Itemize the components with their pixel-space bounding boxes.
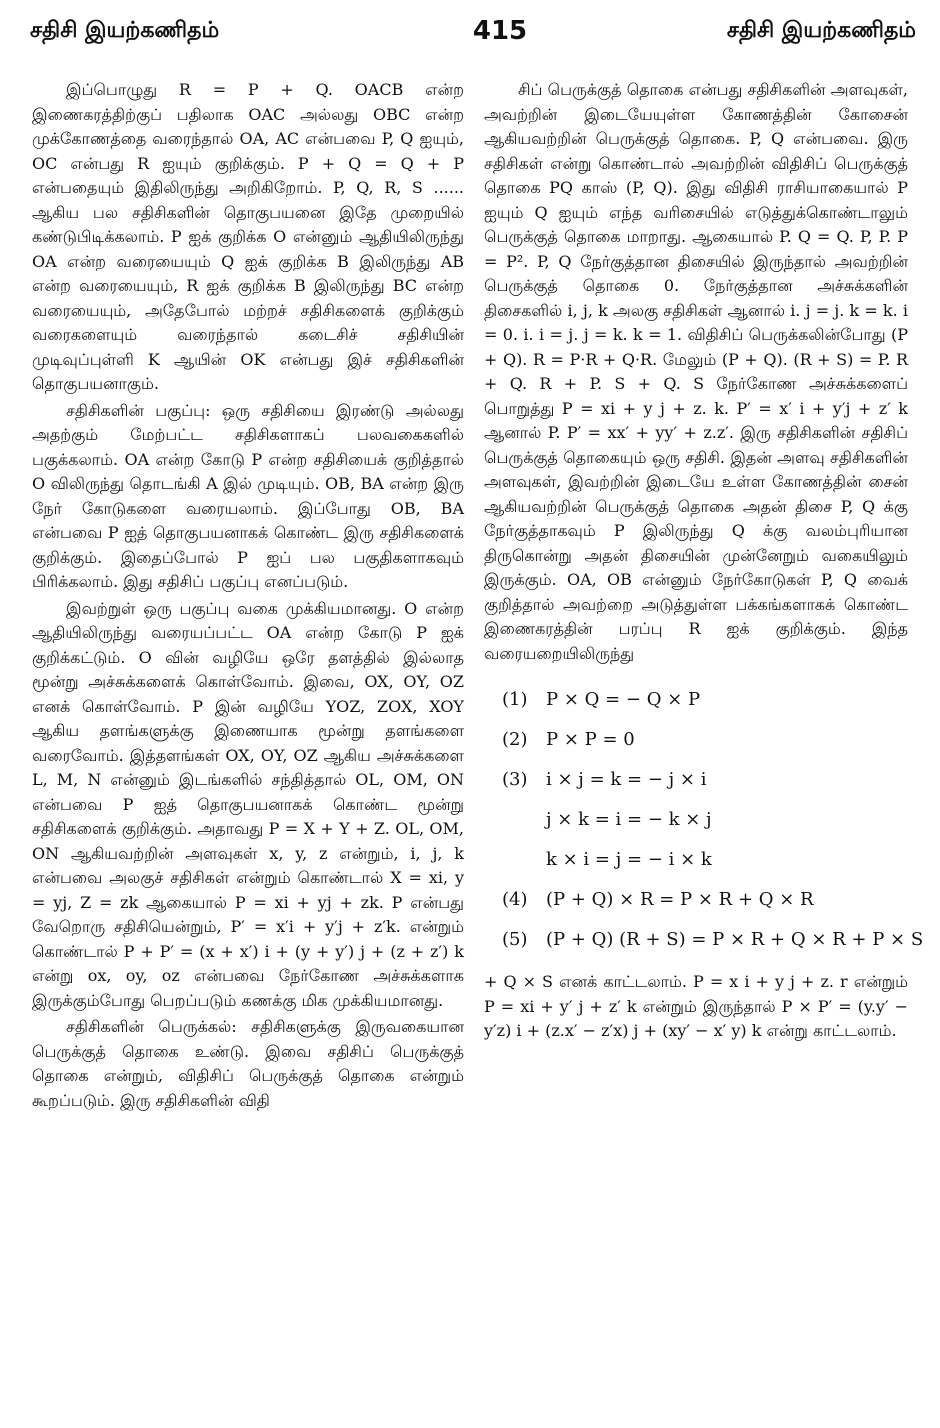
formula-number: (3) xyxy=(502,769,528,790)
formula-row xyxy=(502,720,908,760)
formula-list xyxy=(502,680,924,960)
left-column xyxy=(32,78,464,1115)
formula-text: (P + Q) × R = P × R + Q × R xyxy=(546,889,814,910)
formula-number: (4) xyxy=(502,889,528,910)
formula-row xyxy=(502,680,908,720)
formula-text: j × k = i = − k × j xyxy=(546,809,712,830)
formula-text: i × j = k = − j × i xyxy=(546,769,707,790)
paragraph: + Q × S எனக் காட்டலாம். P = x i + y j + z. r என்றும் P = xi + y′ j + z′ k என்றும் இருந்தால் P × P′ = (y.y′ − y′z) i + (z.x′ − z′x) j + (xy′ − x′ y) k என்று காட்டலாம். xyxy=(484,972,908,1040)
formula-row xyxy=(502,920,924,960)
formula-text: P × P = 0 xyxy=(546,729,635,750)
formula-row xyxy=(502,840,908,880)
formula-row xyxy=(502,760,908,800)
paragraph: இப்பொழுது R = P + Q. OACB என்ற இணைகரத்திற்குப் பதிலாக OAC அல்லது OBC என்ற முக்கோணத்தை வரைந்தால் OA, AC என்பவை P, Q ஐயும், OC என்பது R ஐயும் குறிக்கும். P + Q = Q + P என்பதையும் இதிலிருந்து அறிகிறோம். P, Q, R, S ...... ஆகிய பல சதிசிகளின் தொகுபயனை இதே முறையில் கண்டுபிடிக்கலாம். P ஐக் குறிக்க O என்னும் ஆதியிலிருந்து OA என்ற வரையையும் Q ஐக் குறிக்க B இலிருந்து AB என்ற வரையையும், R ஐக் குறிக்க B இலிருந்து BC என்ற வரையையும், அதேபோல் மற்றச் சதிசிகளைக் குறிக்கும் வரைகளையும் வரைந்தால் கடைசிச் சதிசியின் முடிவுப்புள்ளி K ஆயின் OK என்பது இச் சதிசிகளின் தொகுபயனாகும். xyxy=(32,80,464,393)
header-right-title: சதிசி இயற்கணிதம் xyxy=(726,18,916,43)
paragraph: சிப் பெருக்குத் தொகை என்பது சதிசிகளின் அளவுகள், அவற்றின் இடையேயுள்ள கோணத்தின் கோசைன் ஆகியவற்றின் பெருக்குத் தொகை. P, Q என்பவை. இரு சதிசிகள் என்று கொண்டால் அவற்றின் விதிசிப் பெருக்குத் தொகை PQ காஸ் (P, Q). இது விதிசி ராசியாகையால் P ஐயும் Q ஐயும் எந்த வரிசையில் எடுத்துக்கொண்டாலும் பெருக்குத் தொகை மாறாது. ஆகையால் P. Q = Q. P, P. P = P². P, Q நேர்குத்தான திசையில் இருந்தால் அவற்றின் பெருக்குத் தொகை 0. நேர்குத்தான அச்சுக்களின் திசைகளில் i, j, k அலகு சதிசிகள் ஆனால் i. j = j. k = k. i = 0. i. i = j. j = k. k = 1. விதிசிப் பெருக்கலின்போது (P + Q). R = P·R + Q·R. மேலும் (P + Q). (R + S) = P. R + Q. R + P. S + Q. S நேர்கோண அச்சுக்களைப் பொறுத்து P = xi + y j + z. k. P′ = x′ i + y′j + z′ k ஆனால் P. P′ = xx′ + yy′ + z.z′. இரு சதிசிகளின் சதிசிப் பெருக்குத் தொகையும் ஒரு சதிசி. இதன் அளவு சதிசிகளின் அளவுகள், இவற்றின் இடையே உள்ள கோணத்தின் சைன் ஆகியவற்றின் பெருக்குத் தொகை அதன் திசை P, Q க்கு நேர்குத்தாகவும் P இலிருந்து Q க்கு வலம்புரியான திருகொன்று அதன் திசையின் முன்னேறும் வகையிலும் இருக்கும். OA, OB என்னும் நேர்கோடுகள் P, Q வைக் குறித்தால் அவற்றை அடுத்துள்ள பக்கங்களாகக் கொண்ட இணைகரத்தின் பரப்பு R ஐக் குறிக்கும். இந்த வரையறையிலிருந்து xyxy=(484,80,908,663)
formula-number: (1) xyxy=(502,689,528,710)
page-number: 415 xyxy=(472,16,528,46)
formula-number: (5) xyxy=(502,929,528,950)
formula-text: k × i = j = − i × k xyxy=(546,849,712,870)
formula-text: P × Q = − Q × P xyxy=(546,689,701,710)
paragraph: சதிசிகளின் பகுப்பு: ஒரு சதிசியை இரண்டு அல்லது அதற்கும் மேற்பட்ட சதிசிகளாகப் பலவகைகளில் பகுக்கலாம். OA என்ற கோடு P என்ற சதிசியைக் குறித்தால் O விலிருந்து தொடங்கி A இல் முடியும். OB, BA என்ற இரு நேர் கோடுகளை வரையலாம். இப்போது OB, BA என்பவை P ஐத் தொகுபயனாகக் கொண்ட இரு சதிசிகளைக் குறிக்கும். இதைப்போல் P ஐப் பல பகுதிகளாகவும் பிரிக்கலாம். இது சதிசிப் பகுப்பு எனப்படும். xyxy=(32,400,464,591)
formula-number: (2) xyxy=(502,729,528,750)
right-column xyxy=(484,78,924,1046)
header-left-title: சதிசி இயற்கணிதம் xyxy=(30,18,220,43)
formula-text: (P + Q) (R + S) = P × R + Q × R + P × S xyxy=(546,929,924,950)
page-header xyxy=(30,18,916,58)
paragraph: இவற்றுள் ஒரு பகுப்பு வகை முக்கியமானது. O என்ற ஆதியிலிருந்து வரையப்பட்ட OA என்ற கோடு P ஐக் குறிக்கட்டும். O வின் வழியே ஒரே தளத்தில் இல்லாத மூன்று அச்சுக்களைக் கொள்வோம். இவை, OX, OY, OZ எனக் கொள்வோம். P இன் வழியே YOZ, ZOX, XOY ஆகிய தளங்களுக்கு இணையாக மூன்று தளங்களை வரைவோம். இத்தளங்கள் OX, OY, OZ ஆகிய அச்சுக்களை L, M, N என்னும் இடங்களில் சந்தித்தால் OL, OM, ON என்பவை P ஐத் தொகுபயனாகக் கொண்ட மூன்று சதிசிகளைக் குறிக்கும். அதாவது P = X + Y + Z. OL, OM, ON ஆகியவற்றின் அளவுகள் x, y, z என்றும், i, j, k என்பவை அலகுச் சதிசிகள் என்றும் கொண்டால் X = xi, y = yj, Z = zk ஆகையால் P = xi + yj + zk. P என்பது வேறொரு சதிசியென்றும், P′ = x′i + y′j + z′k. என்றும் கொண்டால் P + P′ = (x + x′) i + (y + y′) j + (z + z′) k என்று ox, oy, oz என்பவை நேர்கோண அச்சுக்களாக இருக்கும்போது பெறப்படும் கணக்கு மிக முக்கியமானது. xyxy=(32,598,464,1010)
formula-row xyxy=(502,800,908,840)
formula-row xyxy=(502,880,908,920)
paragraph: சதிசிகளின் பெருக்கல்: சதிசிகளுக்கு இருவகையான பெருக்குத் தொகை உண்டு. இவை சதிசிப் பெருக்குத் தொகை என்றும், விதிசிப் பெருக்குத் தொகை என்றும் கூறப்படும். இரு சதிசிகளின் விதி xyxy=(32,1017,464,1110)
